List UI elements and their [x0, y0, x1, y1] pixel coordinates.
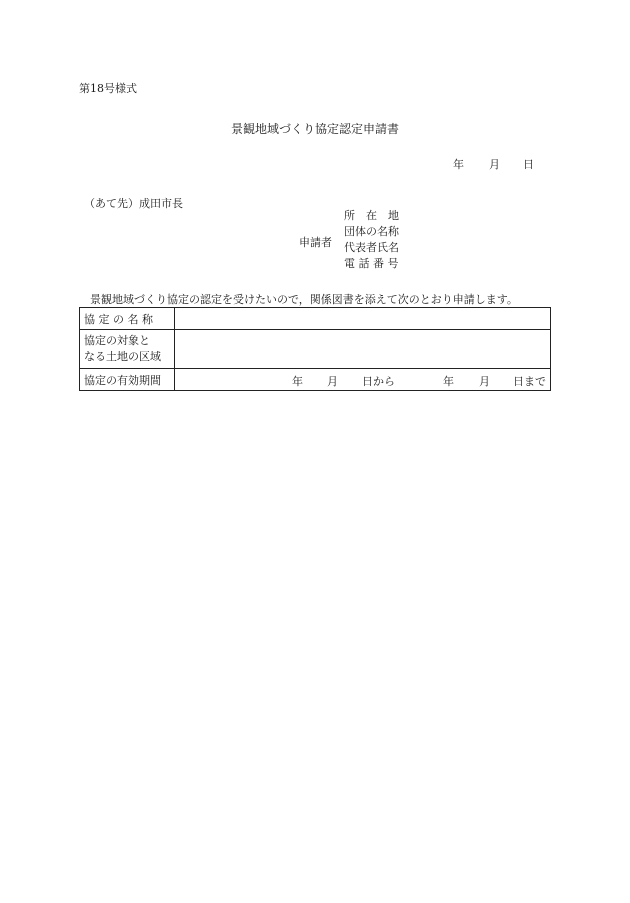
date-year: 年: [453, 158, 464, 171]
date-month: 月: [489, 158, 500, 171]
applicant-field-phone-number: 電 話 番 号: [344, 257, 399, 270]
end-day: 日まで: [513, 375, 546, 388]
agreement-name-label: 協 定 の 名 称: [80, 308, 175, 330]
validity-period-field[interactable]: [175, 369, 551, 391]
target-area-field[interactable]: [175, 330, 551, 369]
addressee: （あて先）成田市長: [84, 197, 183, 210]
target-area-label-line2: なる土地の区域: [84, 350, 161, 363]
target-area-label-line1: 協定の対象と: [84, 334, 150, 347]
start-year: 年: [292, 375, 303, 388]
applicant-field-address: 所 在 地: [344, 209, 399, 222]
end-year: 年: [443, 375, 454, 388]
application-form-table: [79, 307, 551, 391]
form-number: 第18号様式: [79, 82, 137, 95]
end-month: 月: [479, 375, 490, 388]
validity-period-label: 協定の有効期間: [80, 369, 175, 391]
start-month: 月: [327, 375, 338, 388]
table-row-target-area: [80, 330, 551, 369]
application-statement: 景観地域づくり協定の認定を受けたいので，関係図書を添えて次のとおり申請します。: [90, 293, 518, 306]
applicant-label: 申請者: [299, 236, 332, 249]
applicant-field-organization-name: 団体の名称: [344, 225, 399, 238]
table-row-validity-period: [80, 369, 551, 391]
table-row-agreement-name: [80, 308, 551, 330]
document-title: 景観地域づくり協定認定申請書: [230, 122, 399, 136]
applicant-field-representative-name: 代表者氏名: [344, 241, 399, 254]
agreement-name-field[interactable]: [175, 308, 551, 330]
validity-period-dates: [179, 369, 546, 390]
start-day: 日から: [362, 375, 395, 388]
date-day: 日: [523, 158, 534, 171]
target-area-label: [80, 330, 175, 369]
